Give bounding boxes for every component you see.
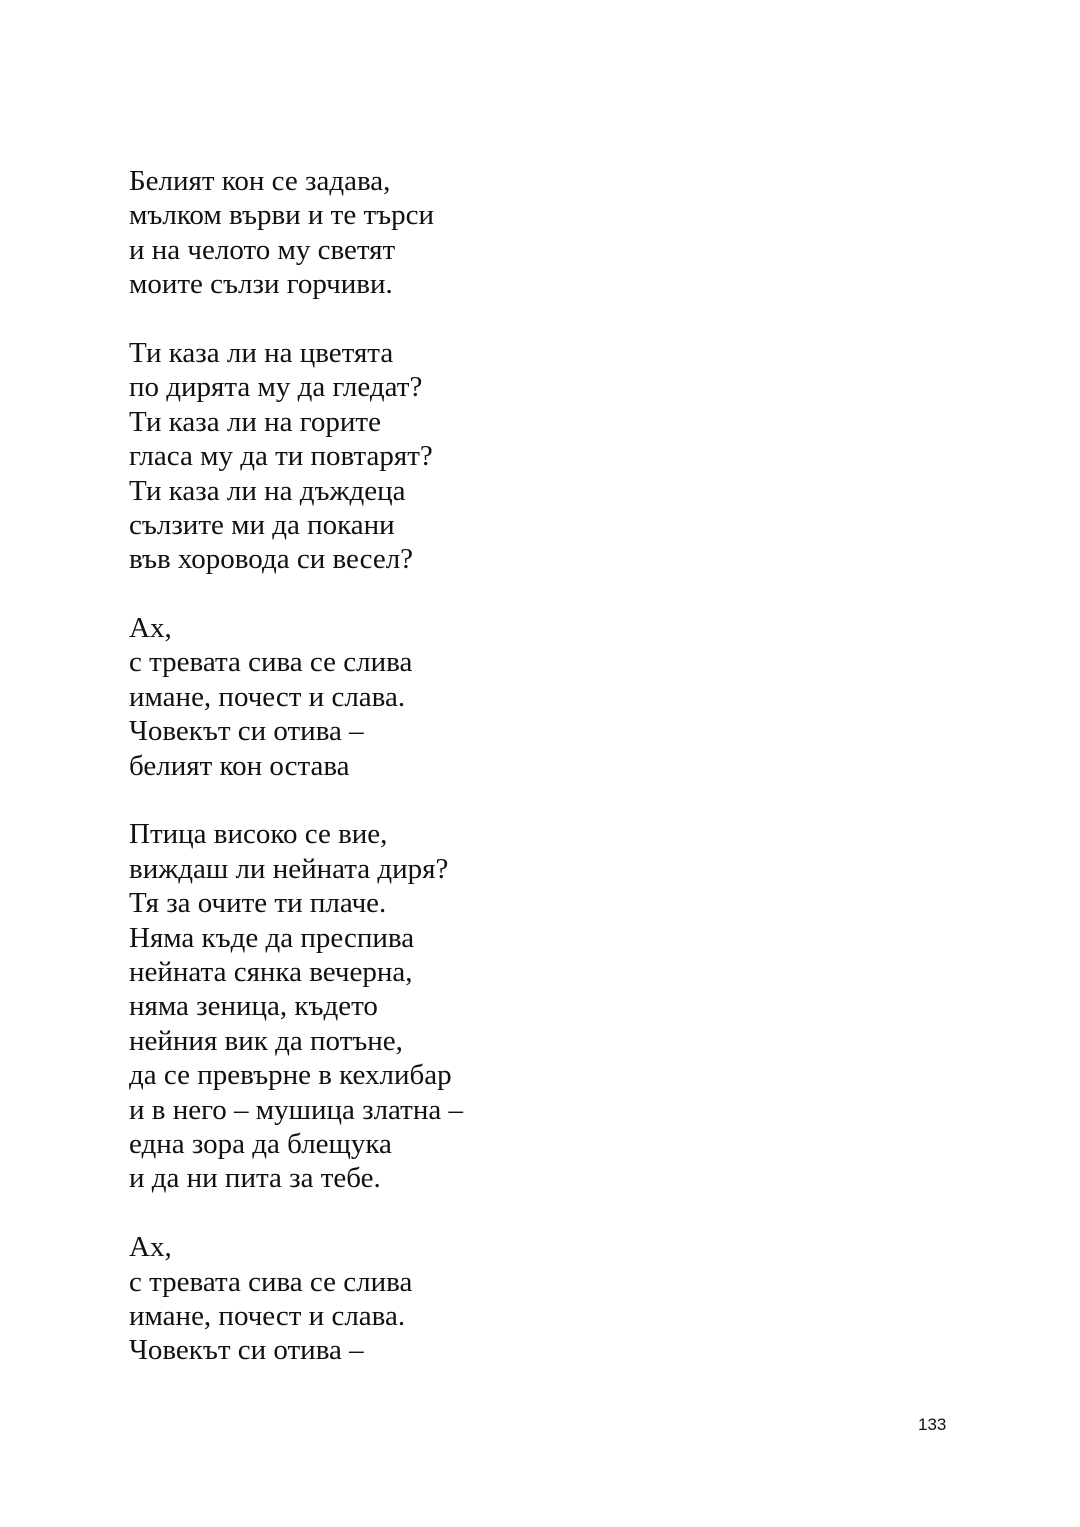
poem-line: мълком върви и те търси	[129, 199, 435, 232]
poem-line: Белият кон се задава,	[129, 165, 391, 197]
page-number: 133	[918, 1415, 947, 1434]
poem-line: Ах,	[129, 612, 172, 645]
poem-line: Ах,	[129, 1231, 172, 1264]
poem-line: белият кон остава	[129, 749, 350, 782]
poem-line: Няма къде да преспива	[129, 921, 415, 954]
poem-line: Ти каза ли на горите	[129, 405, 381, 438]
poem-line: и да ни пита за тебе.	[129, 1162, 381, 1195]
poem-line: Тя за очите ти плаче.	[129, 887, 387, 920]
poem-line: виждаш ли нейната диря?	[129, 852, 449, 885]
poem-line: по дирята му да гледат?	[129, 371, 423, 404]
poem-line: гласа му да ти повтарят?	[129, 440, 433, 473]
poem-line: имане, почест и слава.	[129, 1299, 406, 1332]
stanza-5-refrain	[129, 1230, 829, 1368]
poem-line: Човекът си отива –	[129, 1334, 364, 1367]
poem-line: нейния вик да потъне,	[129, 1024, 403, 1057]
stanza-3-refrain	[129, 611, 829, 783]
poem-line: и на челото му светят	[129, 233, 396, 266]
poem-line: Ти каза ли на цветята	[129, 336, 394, 369]
poem-line: няма зеница, където	[129, 990, 378, 1023]
stanza-4	[129, 817, 829, 1195]
poem-line: една зора да блещука	[129, 1127, 392, 1160]
poem-line: Птица високо се вие,	[129, 818, 388, 851]
poem-line: да се превърне в кехлибар	[129, 1059, 452, 1092]
stanza-2	[129, 336, 829, 577]
poem-line: и в него – мушица златна –	[129, 1093, 463, 1126]
poem-line: сълзите ми да покани	[129, 508, 395, 541]
stanza-1	[129, 164, 829, 302]
poem-line: с тревата сива се слива	[129, 1265, 413, 1298]
poem-line: с тревата сива се слива	[129, 646, 413, 679]
poem-line: Ти каза ли на дъждеца	[129, 474, 406, 507]
poem-line: моите сълзи горчиви.	[129, 268, 393, 301]
poem-line: нейната сянка вечерна,	[129, 955, 413, 988]
poem	[129, 164, 829, 1402]
poem-line: имане, почест и слава.	[129, 680, 406, 713]
poem-line: във хоровода си весел?	[129, 543, 414, 576]
poem-line: Човекът си отива –	[129, 715, 364, 748]
